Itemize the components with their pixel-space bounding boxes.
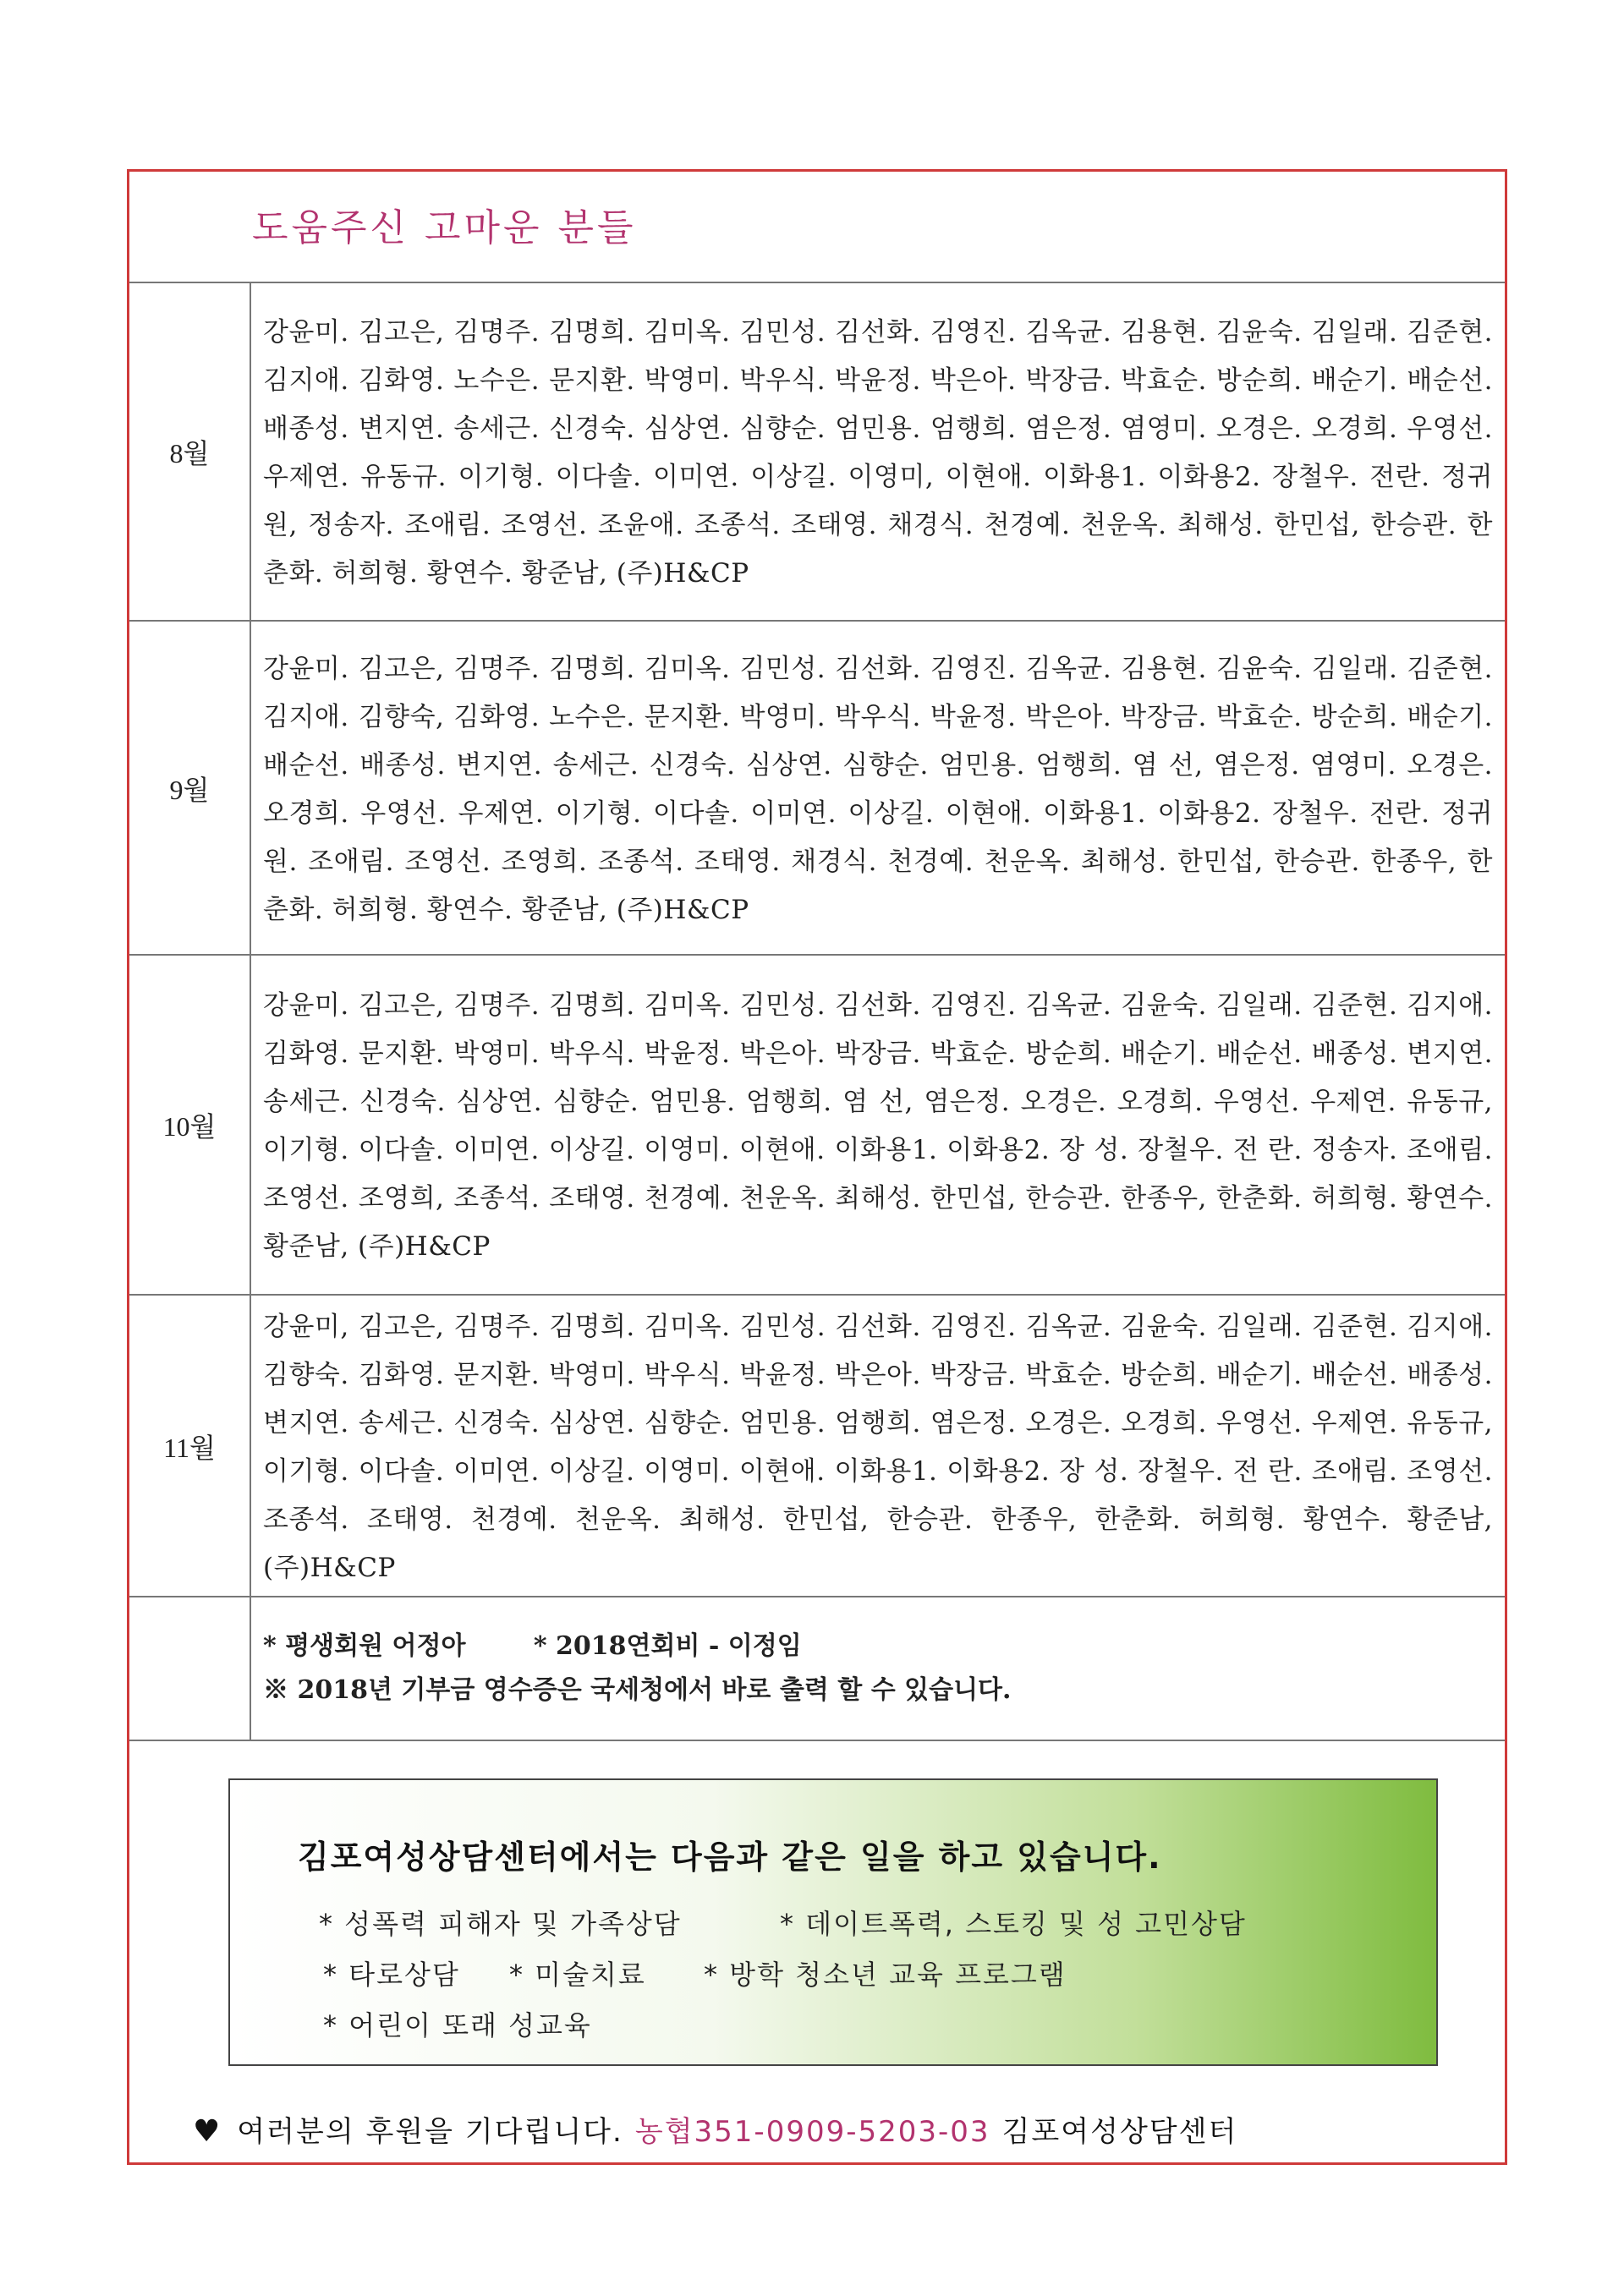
month-cell-empty	[129, 1597, 250, 1740]
service-item: * 방학 청소년 교육 프로그램	[704, 1959, 1067, 1991]
center-name: 김포여성상담센터	[1001, 2115, 1238, 2149]
month-cell: 10월	[129, 955, 250, 1295]
service-item: * 성폭력 피해자 및 가족상담	[319, 1908, 682, 1940]
donor-names: 강윤미. 김고은, 김명주. 김명희. 김미옥. 김민성. 김선화. 김영진. 김옥균. 김윤숙. 김일래. 김준현. 김지애. 김화영. 문지환. 박영미. 박우식. 박윤정. 박은아. 박장금. 박효순. 방순희. 배순기. 배순선. 배종성. 변지연. 송세근. 신경숙. 심상연. 심향순. 엄민용. 엄행희. 염 선, 염은정. 오경은. 오경희. 우영선. 우제연. 유동규, 이기형. 이다솔. 이미연. 이상길. 이영미. 이현애. 이화용1. 이화용2. 장 성. 장철우. 전 란. 정송자. 조애림. 조영선. 조영희, 조종석. 조태영. 천경예. 천운옥. 최해성. 한민섭, 한승관. 한종우, 한춘화. 허희형. 황연수. 황준남, (주)H&CP	[250, 955, 1505, 1295]
table-row	[129, 621, 1505, 955]
support-appeal: 여러분의 후원을 기다립니다.	[237, 2115, 623, 2149]
donor-names: 강윤미. 김고은, 김명주. 김명희. 김미옥. 김민성. 김선화. 김영진. 김옥균. 김용현. 김윤숙. 김일래. 김준현. 김지애. 김향숙, 김화영. 노수은. 문지환. 박영미. 박우식. 박윤정. 박은아. 박장금. 박효순. 방순희. 배순기. 배순선. 배종성. 변지연. 송세근. 신경숙. 심상연. 심향순. 엄민용. 엄행희. 염 선, 염은정. 염영미. 오경은. 오경희. 우영선. 우제연. 이기형. 이다솔. 이미연. 이상길. 이현애. 이화용1. 이화용2. 장철우. 전란. 정귀원. 조애림. 조영선. 조영희. 조종석. 조태영. 채경식. 천경예. 천운옥. 최해성. 한민섭, 한승관. 한종우, 한춘화. 허희형. 황연수. 황준남, (주)H&CP	[250, 621, 1505, 955]
support-footer	[193, 2108, 1237, 2150]
service-item: * 어린이 또래 성교육	[323, 2009, 592, 2041]
table-row	[129, 1295, 1505, 1597]
bank-account: 농협351-0909-5203-03	[634, 2115, 990, 2149]
notes-cell	[250, 1597, 1505, 1740]
page-title: 도움주신 고마운 분들	[252, 206, 637, 249]
month-cell: 9월	[129, 621, 250, 955]
donor-names: 강윤미, 김고은, 김명주. 김명희. 김미옥. 김민성. 김선화. 김영진. 김옥균. 김윤숙. 김일래. 김준현. 김지애. 김향숙. 김화영. 문지환. 박영미. 박우식. 박윤정. 박은아. 박장금. 박효순. 방순희. 배순기. 배순선. 배종성. 변지연. 송세근. 신경숙. 심상연. 심향순. 엄민용. 엄행희. 염은정. 오경은. 오경희. 우영선. 우제연. 유동규, 이기형. 이다솔. 이미연. 이상길. 이영미. 이현애. 이화용1. 이화용2. 장 성. 장철우. 전 란. 조애림. 조영선. 조종석. 조태영. 천경예. 천운옥. 최해성. 한민섭, 한승관. 한종우, 한춘화. 허희형. 황연수. 황준남, (주)H&CP	[250, 1295, 1505, 1597]
heart-icon: ♥	[193, 2114, 222, 2149]
member-notes	[263, 1625, 1493, 1669]
receipt-notice: ※ 2018년 기부금 영수증은 국세청에서 바로 출력 할 수 있습니다.	[263, 1675, 1012, 1705]
donor-names: 강윤미. 김고은, 김명주. 김명희. 김미옥. 김민성. 김선화. 김영진. 김옥균. 김용현. 김윤숙. 김일래. 김준현. 김지애. 김화영. 노수은. 문지환. 박영미. 박우식. 박윤정. 박은아. 박장금. 박효순. 방순희. 배순기. 배순선. 배종성. 변지연. 송세근. 신경숙. 심상연. 심향순. 엄민용. 엄행희. 염은정. 염영미. 오경은. 오경희. 우영선. 우제연. 유동규. 이기형. 이다솔. 이미연. 이상길. 이영미, 이현애. 이화용1. 이화용2. 장철우. 전란. 정귀원, 정송자. 조애림. 조영선. 조윤애. 조종석. 조태영. 채경식. 천경예. 천운옥. 최해성. 한민섭, 한승관. 한춘화. 허희형. 황연수. 황준남, (주)H&CP	[250, 282, 1505, 621]
services-box	[228, 1778, 1438, 2066]
service-item: * 타로상담	[323, 1959, 460, 1991]
table-row	[129, 1597, 1505, 1740]
service-item: * 데이트폭력, 스토킹 및 성 고민상담	[780, 1908, 1247, 1940]
donor-frame	[127, 169, 1507, 2165]
services-title: 김포여성상담센터에서는 다음과 같은 일을 하고 있습니다.	[298, 1838, 1162, 1876]
table-row	[129, 955, 1505, 1295]
service-item: * 미술치료	[509, 1959, 646, 1991]
annual-fee: * 2018연회비 - 이정임	[533, 1631, 802, 1661]
month-cell: 8월	[129, 282, 250, 621]
month-cell: 11월	[129, 1295, 250, 1597]
donor-table	[129, 282, 1505, 1741]
lifetime-member: * 평생회원 어정아	[263, 1631, 466, 1661]
table-row	[129, 282, 1505, 621]
